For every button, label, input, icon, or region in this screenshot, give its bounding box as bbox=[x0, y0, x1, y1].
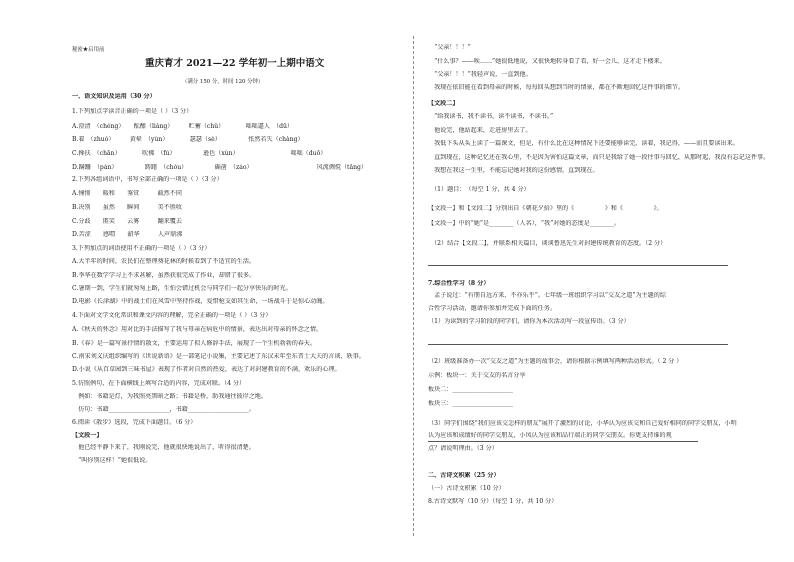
left-text-line: B.着 （zhuó） 黄晕 （yùn） 瑟瑟（sè） 怅然若失（chàng） bbox=[72, 136, 304, 143]
right-text-line: 他说完，他站起来，走进房里去了。 bbox=[428, 127, 532, 134]
right-text-line: （1）题目： （每空 1 分，共 4 分） bbox=[428, 186, 530, 193]
right-text-line: 我低下头从头上读了一篇课文，但是，有什么比在这种情况下还要能够读完，读着，我记得，——而且要读出来。 bbox=[428, 140, 739, 147]
left-text-line: B.李华在数学学习上不求甚解，虽然获很完成了作业，却错了很多。 bbox=[72, 272, 256, 279]
left-text-line: 他已经平静下来了，我刚说完，他就很快地说出了，听得很清楚。 bbox=[72, 444, 255, 451]
left-text-line: C.搀扶 （chān） 吹拂 （fú） 逊色（xùn） 咄咄（duō） bbox=[72, 150, 327, 157]
right-text-line: （2）班级准备办一次“交友之道”为主题的故事会，请你根据示例填写两种活动形式。（ 2 分 ） bbox=[428, 358, 683, 365]
right-text-line: 直到现在，这种记忆还在我心里，不是因为害怕这篇文章，而只是我给了她一段往事与回忆，从那时起，我没有忘记这件事。 bbox=[428, 154, 770, 161]
right-text-line: （一）古诗文积累（10 分） bbox=[428, 485, 505, 492]
right-text-line: “什么事？——唉……”她很低地说，又很快地转身看了看，好一会儿，这才走下楼来。 bbox=[428, 58, 666, 65]
right-text-line: 7.综合性学习（8 分） bbox=[428, 280, 490, 287]
left-text-line: C.分歧 匿笑 云雾 翻来覆去 bbox=[72, 218, 182, 225]
right-text-line: （2）结合【文段二】，并联系相关篇目，谈谈鲁迅先生对封建传统教育的态度。（2 分） bbox=[428, 240, 667, 247]
right-text-line: （1）为读到的学习阶段的同学们，请你为本次活动写一段宣传语。（3 分） bbox=[428, 318, 630, 325]
left-text-line: A.大半年的时间，农民们在整理葵花林的时候看到了不适宜的生活。 bbox=[72, 258, 256, 265]
left-text-line: A.澄清 （chéng） 酝酿（liàng） 贮蓄（chǔ） 咄咄逼人 （dū） bbox=[72, 123, 294, 130]
page-subtitle: （满分 150 分，时间 120 分钟） bbox=[182, 79, 264, 85]
left-text-line: B.《春》是一篇写景抒情的散文，主要运用了拟人修辞手法，展现了一个生机勃勃的春天。 bbox=[72, 340, 317, 347]
left-text-line: D.蹒跚 （pán） 踌躇 （chóu） 确凿 （záo） 风流倜傥（tǎng） bbox=[72, 164, 368, 171]
right-text-line: 【文段二】 bbox=[428, 100, 459, 107]
right-text-line: 孟子说过：“有朋自远方来，不亦乐乎”。七年级一班组织学习以“交友之道”为主题的综 bbox=[428, 292, 666, 299]
right-text-line: 认为应该和成绩好的同学交朋友，小凤认为应该和品行端正的同学交朋友。你更支持谁的观 bbox=[428, 432, 672, 439]
column-divider bbox=[413, 36, 414, 536]
answer-line-3 bbox=[428, 441, 698, 442]
left-text-line: C.南宋刘义庆组织编写的《世说新语》是一部笔记小说集，主要记述了东汉末年至东晋士大夫的言谈、轶事。 bbox=[72, 353, 365, 360]
right-text-line: “父亲！！！” bbox=[428, 44, 471, 51]
left-text-line: B.决别 虽然 瞬间 美不胜收 bbox=[72, 204, 183, 211]
right-text-line: 示例：板块一：关于交友的名言分享 bbox=[428, 372, 526, 379]
left-text-line: 6.阅读《散步》选段，完成下面题目。（6 分） bbox=[72, 419, 197, 426]
right-text-line: “给我读书，我不读书，读不读书，不读书。” bbox=[428, 113, 554, 120]
right-text-line: “父亲！！！”我轻声说，一直到他。 bbox=[428, 71, 532, 78]
right-text-line: 8.古诗文默写（10 分）（每空 1 分，共 10 分） bbox=[428, 498, 558, 505]
left-text-line: 3.下列加点的词语使用不正确的一项是（ ）（3 分） bbox=[72, 245, 211, 252]
left-text-line: D.小说《从百草园到三味书屋》表现了作者对自然的热爱，表达了对封建教育的不满，欢乐的心理。 bbox=[72, 366, 341, 373]
right-text-line: 板块三：____________________ bbox=[428, 400, 514, 407]
right-text-line: 【文段一】中的“她”是________（人名），“我”对她的态度是________。 bbox=[428, 220, 621, 227]
left-text-line: A.憧憬 暖和 鉴赏 截然不同 bbox=[72, 190, 182, 197]
header-mark: 秘密★启用前 bbox=[72, 47, 105, 53]
right-text-line: （3）同学们围绕“我们应该交怎样的朋友”展开了激烈的讨论，小华认为应该交和自己爱好相同的同学交朋友，小明 bbox=[428, 420, 737, 427]
page-title: 重庆育才 2021—22 学年初一上期中语文 bbox=[145, 58, 325, 69]
left-text-line: 5.仿照例句，在下面横线上填写合适的内容，完成对联。（4 分） bbox=[72, 380, 246, 387]
right-text-line: 二、古诗文积累（25 分） bbox=[428, 472, 500, 479]
left-text-line: D.苦涩 感喟 韶华 人声鼎沸 bbox=[72, 231, 183, 238]
right-text-line: 合性学习活动，邀请你参加并完成下面的任务。 bbox=[428, 305, 556, 312]
left-text-line: 一、语文知识及运用（30 分） bbox=[72, 93, 156, 100]
left-text-line: 1.下列加点字读音正确的一项是（ ）（3 分） bbox=[72, 108, 193, 115]
right-text-line: 【文段一】和【文段二】分别出自《朝花夕拾》里的《 》和《 》。 bbox=[428, 205, 663, 212]
left-text-line: “叫你别这样！”她很低说。 bbox=[72, 457, 152, 464]
answer-line-1 bbox=[428, 265, 728, 266]
right-column bbox=[420, 0, 794, 562]
left-text-line: 2.下列各组词语中，书写全部正确的一项是（ ）（3 分） bbox=[72, 176, 223, 183]
left-text-line: A.《秋天的怀念》用对比的手法描写了我与母亲在病危中的情景，表达出对母亲的怀念之情。 bbox=[72, 326, 323, 333]
answer-line-2 bbox=[428, 344, 728, 345]
left-text-line: 例如：书籍是灯，为我照亮黑暗之路；书籍是桥，助我通往彼岸之地。 bbox=[72, 393, 267, 400]
right-text-line: 我现在依旧能在看到母亲的时候，每每回头想到当时的情景，都在不断地回忆这件事的细节。 bbox=[428, 84, 684, 91]
right-text-line: 点？请说明理由。（3 分） bbox=[428, 445, 498, 452]
right-text-line: 板块二：____________________ bbox=[428, 386, 514, 393]
left-text-line: D.电影《长津湖》中的战士们在风雪中坚持作战，爱惜枪支如其生命，一场战斗于是惊心动魄。 bbox=[72, 298, 329, 305]
right-text-line: 我想在我这一生里，不能忘记她对我的这份感情，直到现在。 bbox=[428, 167, 599, 174]
left-text-line: 【文段一】 bbox=[72, 432, 103, 439]
left-text-line: 仿句：书籍____________________，书籍____________________。 bbox=[72, 406, 255, 413]
left-text-line: 4.下面对文学文化常识和课文内容的理解，完全正确的一项是（ ）（3 分） bbox=[72, 312, 272, 319]
left-text-line: C.暑期一到，学生们就匆匆上路，生怕会错过机会与同学们一起分享快乐的时光。 bbox=[72, 285, 292, 292]
